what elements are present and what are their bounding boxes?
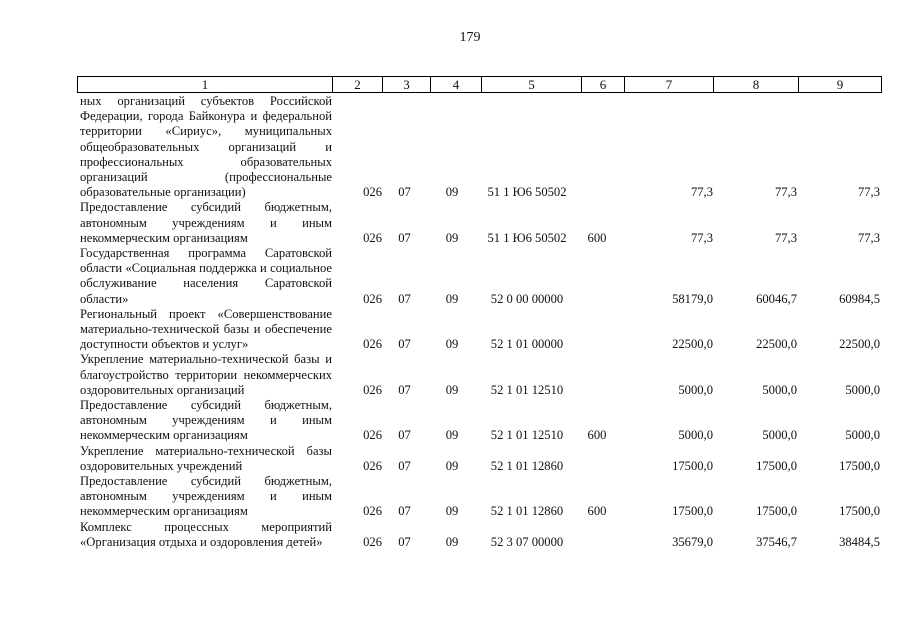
cell-target-article: 51 1 Ю6 50502 bbox=[487, 230, 567, 245]
row-description: Государственная программа Саратовской области «Социальная поддержка и социальное обслуживание населения Саратовской области» bbox=[80, 246, 332, 306]
column-header-table bbox=[77, 76, 882, 93]
cell-ministry-code: 026 bbox=[363, 382, 382, 397]
cell-amount-year2: 37546,7 bbox=[756, 534, 797, 549]
cell-amount-year2: 77,3 bbox=[774, 185, 797, 200]
cell-section: 07 bbox=[398, 230, 411, 245]
cell-section: 07 bbox=[398, 337, 411, 352]
cell-amount-year1: 5000,0 bbox=[678, 382, 713, 397]
table-row bbox=[80, 444, 880, 474]
col-header-9: 9 bbox=[799, 77, 882, 93]
cell-amount-year1: 77,3 bbox=[690, 230, 713, 245]
cell-expense-type: 600 bbox=[587, 504, 607, 519]
table-row bbox=[80, 246, 880, 307]
table-row bbox=[80, 474, 880, 520]
row-description: Укрепление материально-технической базы оздоровительных учреждений bbox=[80, 443, 332, 473]
cell-ministry-code: 026 bbox=[363, 428, 382, 443]
cell-ministry-code: 026 bbox=[363, 534, 382, 549]
cell-amount-year3: 17500,0 bbox=[839, 458, 880, 473]
cell-section: 07 bbox=[398, 185, 411, 200]
cell-amount-year3: 5000,0 bbox=[845, 428, 880, 443]
cell-target-article: 52 3 07 00000 bbox=[490, 534, 564, 549]
cell-ministry-code: 026 bbox=[363, 458, 382, 473]
cell-amount-year2: 17500,0 bbox=[756, 458, 797, 473]
cell-subsection: 09 bbox=[445, 337, 459, 352]
cell-subsection: 09 bbox=[445, 382, 459, 397]
cell-subsection: 09 bbox=[445, 185, 459, 200]
cell-section: 07 bbox=[398, 428, 411, 443]
row-description: Региональный проект «Совершенствование материально-технической базы и обеспечение доступности объектов и услуг» bbox=[80, 306, 332, 352]
cell-target-article: 52 1 01 12860 bbox=[490, 504, 564, 519]
cell-amount-year2: 60046,7 bbox=[756, 291, 797, 306]
cell-amount-year3: 77,3 bbox=[857, 185, 880, 200]
cell-section: 07 bbox=[398, 291, 411, 306]
col-header-8: 8 bbox=[714, 77, 799, 93]
col-header-7: 7 bbox=[625, 77, 714, 93]
cell-expense-type: 600 bbox=[587, 230, 607, 245]
cell-amount-year1: 22500,0 bbox=[672, 337, 713, 352]
cell-subsection: 09 bbox=[445, 428, 459, 443]
table-row bbox=[80, 398, 880, 444]
cell-ministry-code: 026 bbox=[363, 291, 382, 306]
col-header-2: 2 bbox=[333, 77, 383, 93]
cell-section: 07 bbox=[398, 504, 411, 519]
cell-subsection: 09 bbox=[445, 458, 459, 473]
row-description: Комплекс процессных мероприятий «Организация отдыха и оздоровления детей» bbox=[80, 519, 332, 549]
cell-amount-year2: 17500,0 bbox=[756, 504, 797, 519]
cell-section: 07 bbox=[398, 382, 411, 397]
table-row bbox=[80, 352, 880, 398]
cell-amount-year1: 5000,0 bbox=[678, 428, 713, 443]
cell-amount-year1: 58179,0 bbox=[672, 291, 713, 306]
cell-ministry-code: 026 bbox=[363, 185, 382, 200]
col-header-1: 1 bbox=[78, 77, 333, 93]
cell-target-article: 52 1 01 12510 bbox=[490, 382, 564, 397]
cell-amount-year1: 17500,0 bbox=[672, 504, 713, 519]
cell-amount-year2: 77,3 bbox=[774, 230, 797, 245]
col-header-6: 6 bbox=[582, 77, 625, 93]
cell-ministry-code: 026 bbox=[363, 230, 382, 245]
row-description: ных организаций субъектов Российской Федерации, города Байконура и федеральной территории «Сириус», муниципальных общеобразовательных организаций и профессиональных образовательных организаций (профессиональные образовательные организации) bbox=[80, 94, 332, 200]
budget-table-body bbox=[80, 94, 880, 550]
cell-amount-year1: 17500,0 bbox=[672, 458, 713, 473]
cell-amount-year2: 5000,0 bbox=[762, 382, 797, 397]
cell-amount-year3: 22500,0 bbox=[839, 337, 880, 352]
col-header-3: 3 bbox=[383, 77, 431, 93]
cell-amount-year3: 60984,5 bbox=[839, 291, 880, 306]
cell-target-article: 52 1 01 00000 bbox=[490, 337, 564, 352]
cell-amount-year1: 35679,0 bbox=[672, 534, 713, 549]
cell-subsection: 09 bbox=[445, 291, 459, 306]
cell-section: 07 bbox=[398, 534, 411, 549]
cell-section: 07 bbox=[398, 458, 411, 473]
cell-target-article: 52 0 00 00000 bbox=[490, 291, 564, 306]
col-header-4: 4 bbox=[431, 77, 482, 93]
cell-target-article: 52 1 01 12860 bbox=[490, 458, 564, 473]
cell-amount-year3: 77,3 bbox=[857, 230, 880, 245]
cell-amount-year1: 77,3 bbox=[690, 185, 713, 200]
cell-subsection: 09 bbox=[445, 230, 459, 245]
cell-ministry-code: 026 bbox=[363, 337, 382, 352]
cell-ministry-code: 026 bbox=[363, 504, 382, 519]
col-header-5: 5 bbox=[482, 77, 582, 93]
row-description: Предоставление субсидий бюджетным, автономным учреждениям и иным некоммерческим организациям bbox=[80, 474, 332, 519]
cell-target-article: 51 1 Ю6 50502 bbox=[487, 185, 567, 200]
row-description: Предоставление субсидий бюджетным, автономным учреждениям и иным некоммерческим организациям bbox=[80, 200, 332, 245]
table-row bbox=[80, 307, 880, 353]
cell-subsection: 09 bbox=[445, 504, 459, 519]
cell-amount-year3: 17500,0 bbox=[839, 504, 880, 519]
table-row bbox=[80, 94, 880, 200]
cell-amount-year3: 5000,0 bbox=[845, 382, 880, 397]
cell-expense-type: 600 bbox=[587, 428, 607, 443]
cell-amount-year2: 5000,0 bbox=[762, 428, 797, 443]
row-description: Укрепление материально-технической базы и благоустройство территории некоммерческих оздоровительных организаций bbox=[80, 352, 332, 397]
row-description: Предоставление субсидий бюджетным, автономным учреждениям и иным некоммерческим организациям bbox=[80, 398, 332, 443]
page-number: 179 bbox=[459, 30, 481, 45]
cell-subsection: 09 bbox=[445, 534, 459, 549]
cell-amount-year3: 38484,5 bbox=[839, 534, 880, 549]
table-row bbox=[80, 520, 880, 550]
cell-amount-year2: 22500,0 bbox=[756, 337, 797, 352]
cell-target-article: 52 1 01 12510 bbox=[490, 428, 564, 443]
column-header-row bbox=[78, 77, 882, 93]
table-row bbox=[80, 200, 880, 246]
